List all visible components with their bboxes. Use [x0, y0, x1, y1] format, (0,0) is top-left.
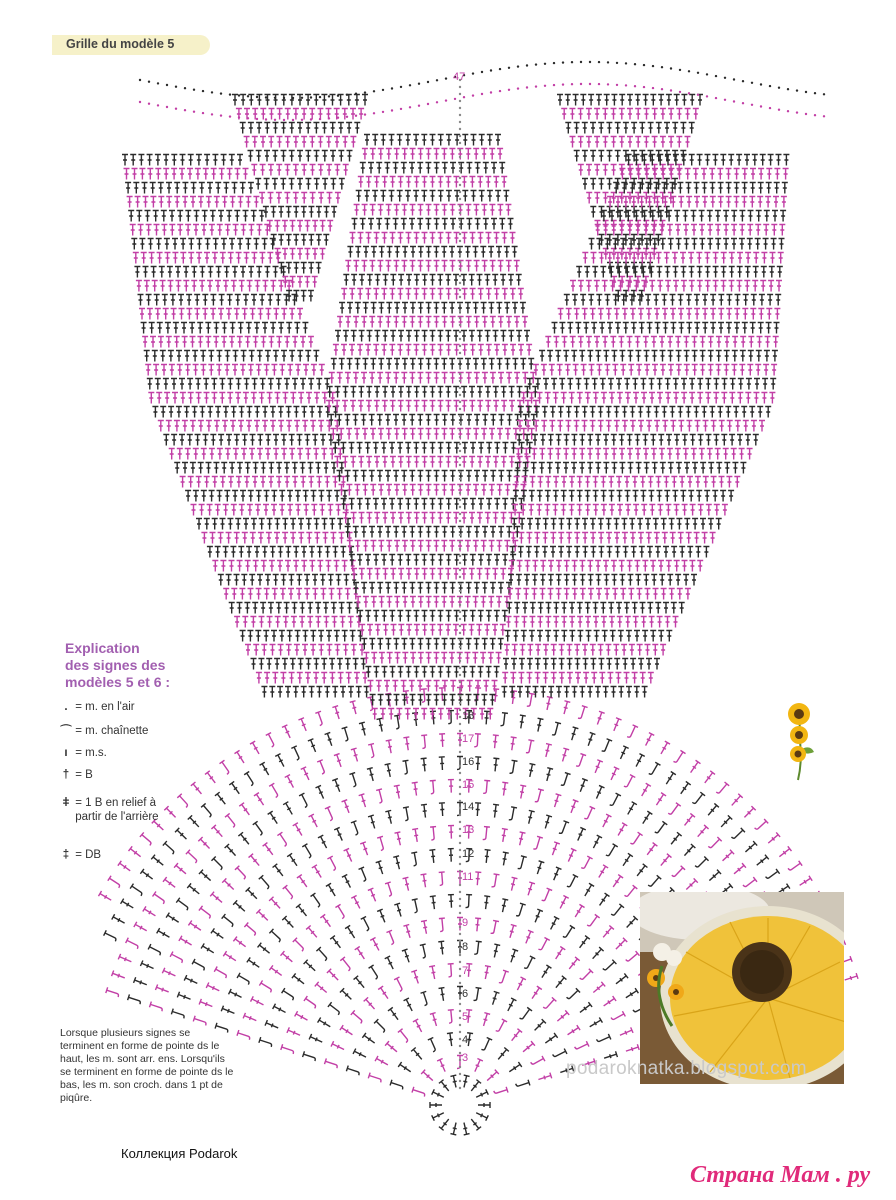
legend-item: [60, 724, 148, 738]
row-number: 7: [462, 965, 469, 977]
legend-heading-line: des signes des: [65, 657, 166, 673]
row-number: 47: [453, 71, 466, 83]
collection-credit: Коллекция Podarok: [121, 1146, 238, 1161]
row-number: 9: [462, 917, 469, 929]
note-line: bas, les m. son croch. dans 1 pt de: [60, 1079, 223, 1091]
row-number: 14: [462, 801, 475, 813]
note-line: piqûre.: [60, 1092, 93, 1104]
back-post-stitch-symbol-icon: ǂ: [62, 797, 70, 809]
instruction-note: [60, 1027, 295, 1105]
row-number: 5: [462, 1011, 469, 1023]
slip-stitch-symbol-icon: ⌒: [60, 725, 72, 737]
legend-label: = DB: [75, 849, 102, 861]
double-crochet-symbol-icon: †: [62, 769, 70, 781]
single-crochet-symbol-icon: ı: [64, 747, 68, 759]
legend-item: [60, 746, 107, 760]
legend-heading-line: modèles 5 et 6 :: [65, 674, 171, 690]
row-number: 4: [462, 1034, 469, 1046]
row-number: 18: [462, 710, 475, 722]
note-line: haut, les m. sont arr. ens. Lorsqu'ils: [60, 1053, 225, 1065]
legend-label: = m. en l'air: [75, 701, 135, 713]
treble-crochet-symbol-icon: ‡: [62, 849, 70, 861]
note-line: Lorsque plusieurs signes se: [60, 1027, 191, 1039]
legend-label: = 1 B en relief à partir de l'arrière: [75, 797, 159, 823]
blog-watermark: podaroknatka.blogspot.com: [566, 1058, 807, 1079]
row-number: 12: [462, 848, 475, 860]
legend-item: [60, 848, 101, 862]
row-number: 11: [462, 871, 474, 883]
row-number: 17: [462, 733, 475, 745]
legend-item: [60, 768, 93, 782]
legend-item: [60, 796, 165, 824]
note-line: se terminent en forme de pointe ds le: [60, 1066, 234, 1078]
row-number: 15: [462, 779, 475, 791]
chart-title: Grille du modèle 5: [66, 37, 175, 51]
row-number: 3: [462, 1052, 469, 1064]
finished-cushion-photo: [640, 892, 844, 1084]
row-number: 13: [462, 824, 475, 836]
legend-heading: [65, 640, 205, 691]
legend-label: = B: [75, 769, 93, 781]
legend-label: = m. chaînette: [75, 725, 149, 737]
row-number: 6: [462, 988, 469, 1000]
sunflower-decoration-icon: [780, 700, 820, 782]
row-number: 16: [462, 756, 475, 768]
row-number: 8: [462, 941, 469, 953]
chain-symbol-icon: .: [64, 701, 68, 713]
legend-item: [60, 700, 135, 714]
row-number-labels: [453, 71, 474, 1064]
note-line: terminent en forme de pointe ds le: [60, 1040, 220, 1052]
legend-heading-line: Explication: [65, 640, 140, 656]
site-logo: Страна Мам . ру: [690, 1162, 871, 1188]
legend-label: = m.s.: [75, 747, 107, 759]
